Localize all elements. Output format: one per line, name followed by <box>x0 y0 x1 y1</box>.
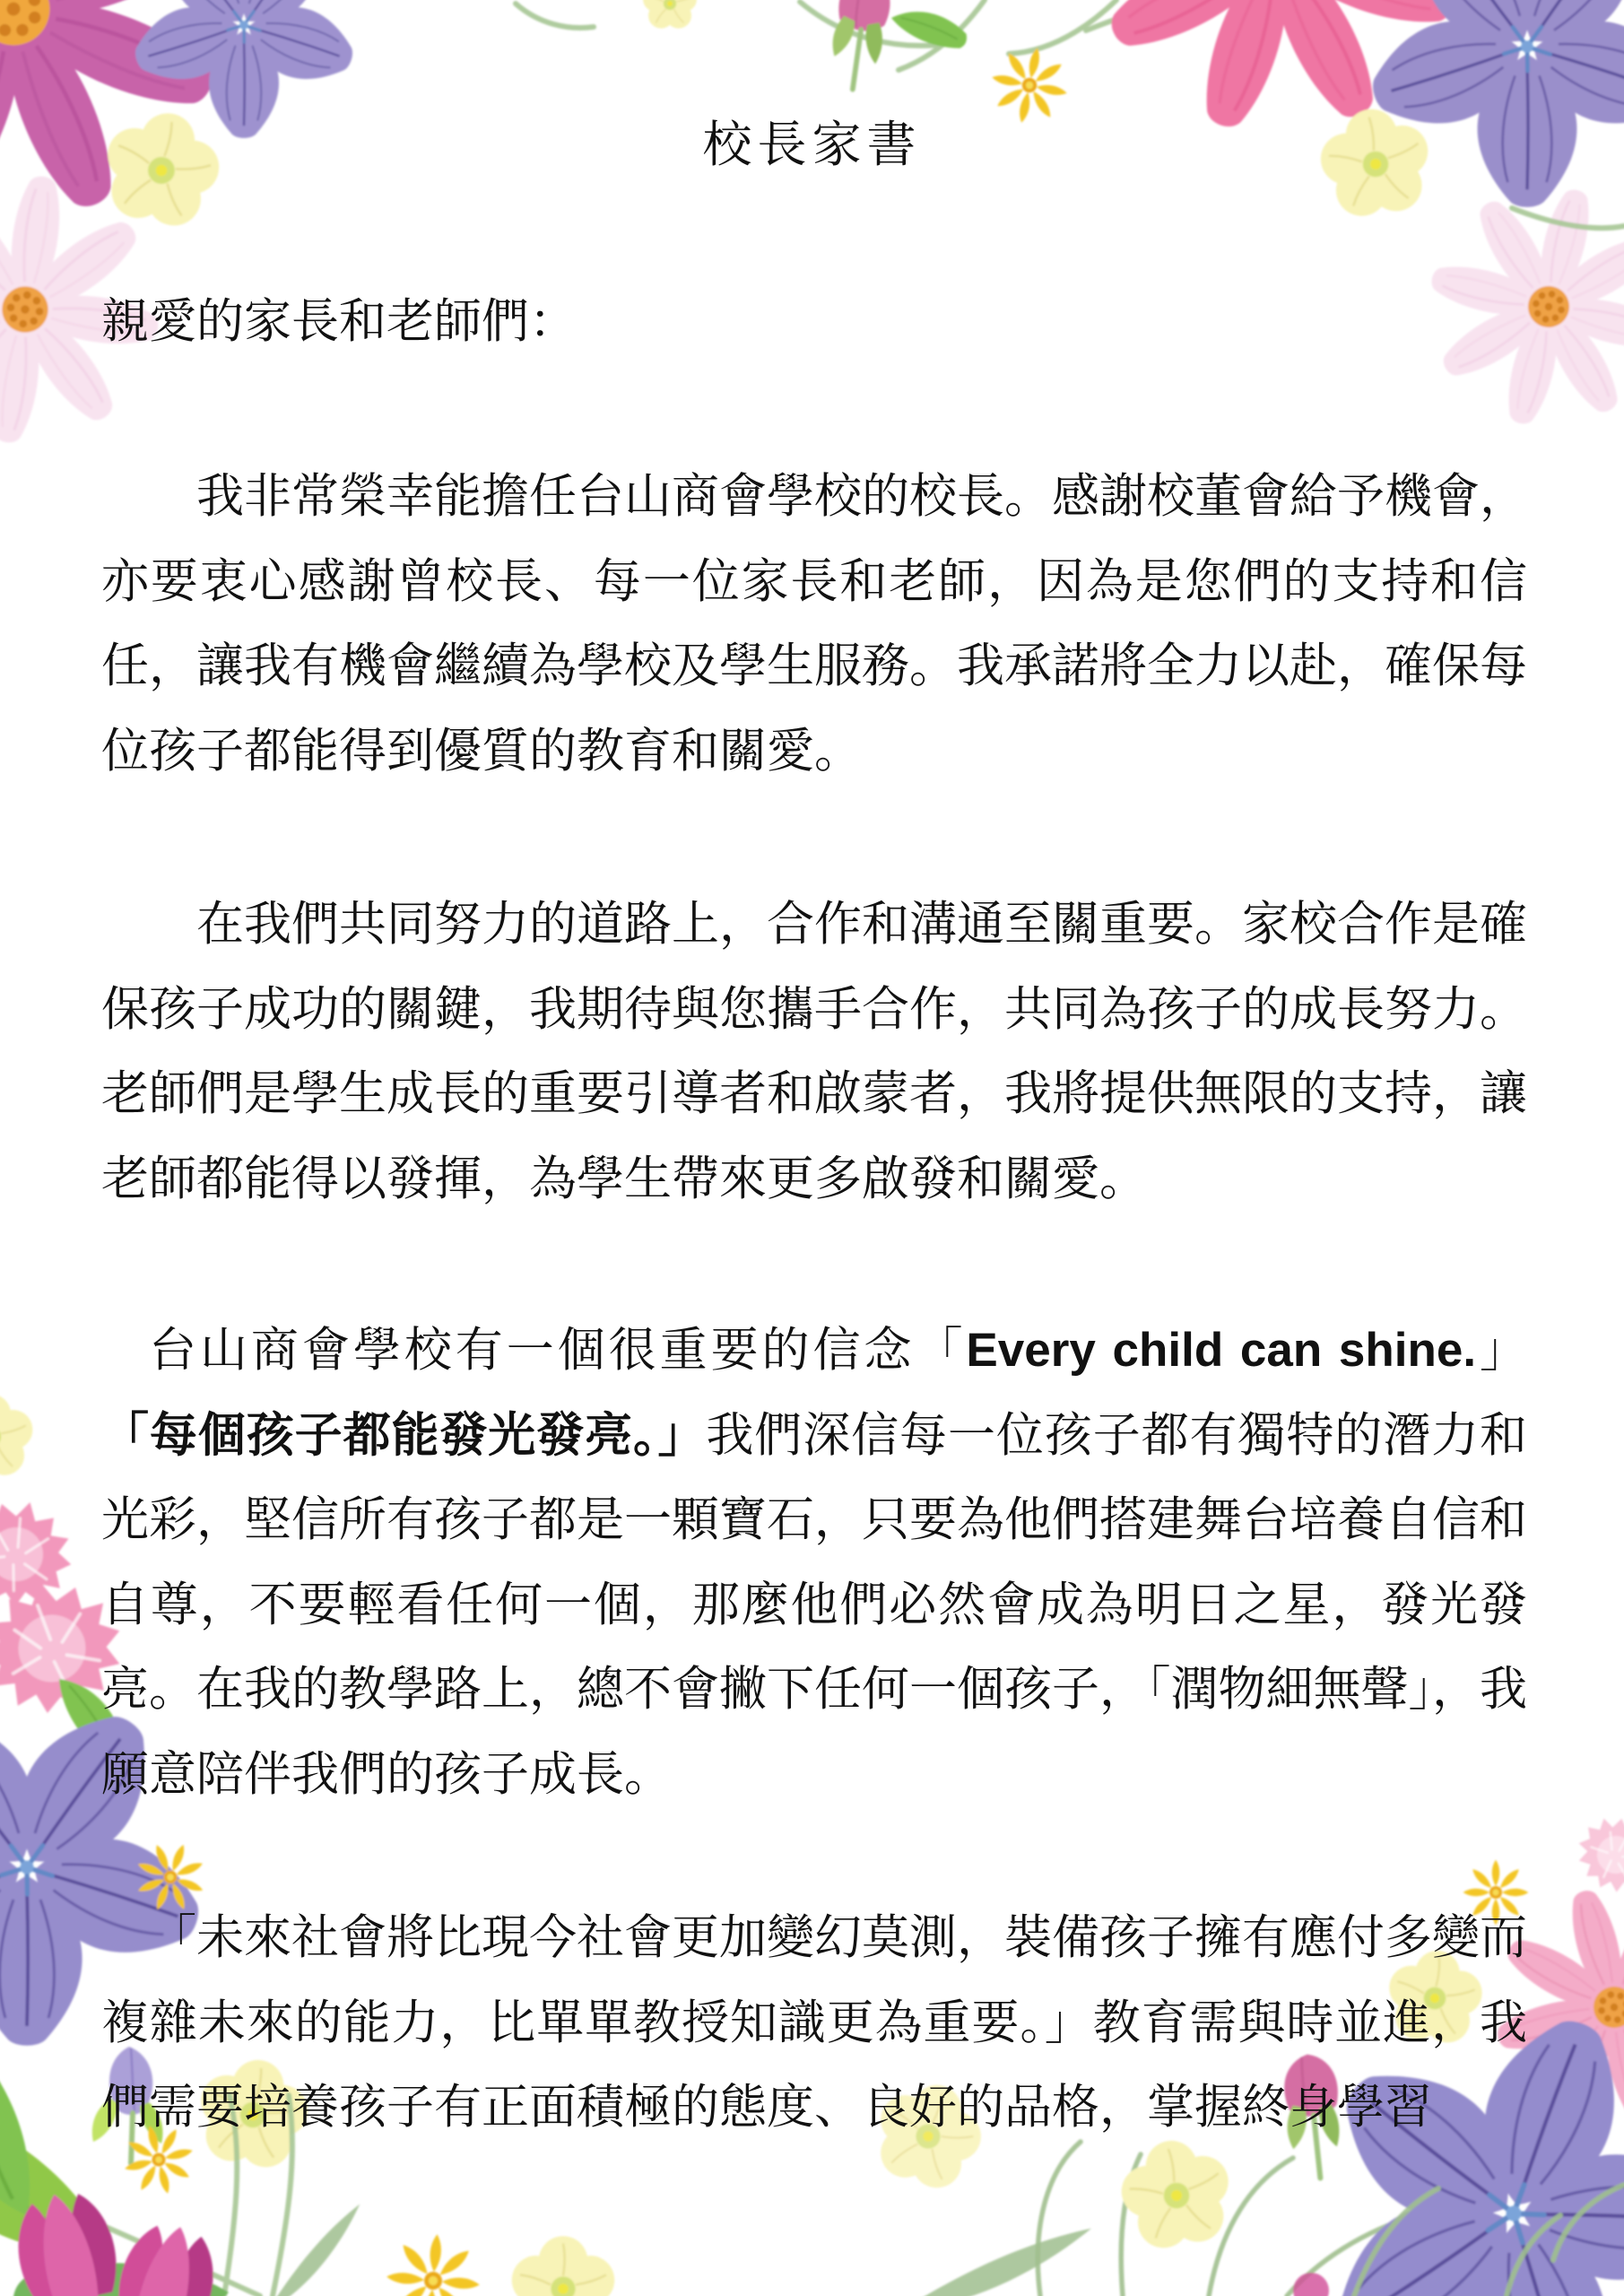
paragraph-4 <box>101 1896 1527 2151</box>
paragraph-2 <box>101 883 1527 1222</box>
page-title: 校長家書 <box>702 117 922 172</box>
text-segment: 台山商會學校有一個很重要的信念「 <box>149 1324 967 1377</box>
text-segment: 在我們共同努力的道路上，合作和溝通至關重要。家校合作是確保孩子成功的關鍵，我期待與您攜手合作，共同為孩子的成長努力。老師們是學生成長的重要引導者和啟蒙者，我將提供無限的支持，讓老師都能得以發揮，為學生帶來更多啟發和關愛。 <box>101 898 1527 1205</box>
text-segment: 「未來社會將比現今社會更加變幻莫測，裝備孩子擁有應付多變而複雜未來的能力，比單單教授知識更為重要。」教育需與時並進，我們需要培養孩子有正面積極的態度、良好的品格，掌握終身學習 <box>101 1911 1527 2134</box>
motto-english-bold: Every child can shine. <box>966 1324 1477 1377</box>
motto-chinese-bold: 「每個孩子都能發光發亮。」 <box>101 1408 707 1462</box>
paragraph-1 <box>101 455 1527 794</box>
paragraph-3 <box>101 1309 1527 1817</box>
salutation: 親愛的家長和老師們： <box>101 295 577 348</box>
text-segment: 我非常榮幸能擔任台山商會學校的校長。感謝校董會給予機會，亦要衷心感謝曾校長、每一位家長和老師，因為是您們的支持和信任，讓我有機會繼續為學校及學生服務。我承諾將全力以赴，確保每位孩子都能得到優質的教育和關愛。 <box>101 470 1527 778</box>
text-segment: 我們深信每一位孩子都有獨特的潛力和光彩，堅信所有孩子都是一顆寶石，只要為他們搭建舞台培養自信和自尊，不要輕看任何一個，那麼他們必然會成為明日之星，發光發亮。在我的教學路上，總不會撇下任何一個孩子，「潤物細無聲」，我願意陪伴我們的孩子成長。 <box>101 1408 1528 1801</box>
text-segment: 」 <box>1476 1324 1528 1377</box>
